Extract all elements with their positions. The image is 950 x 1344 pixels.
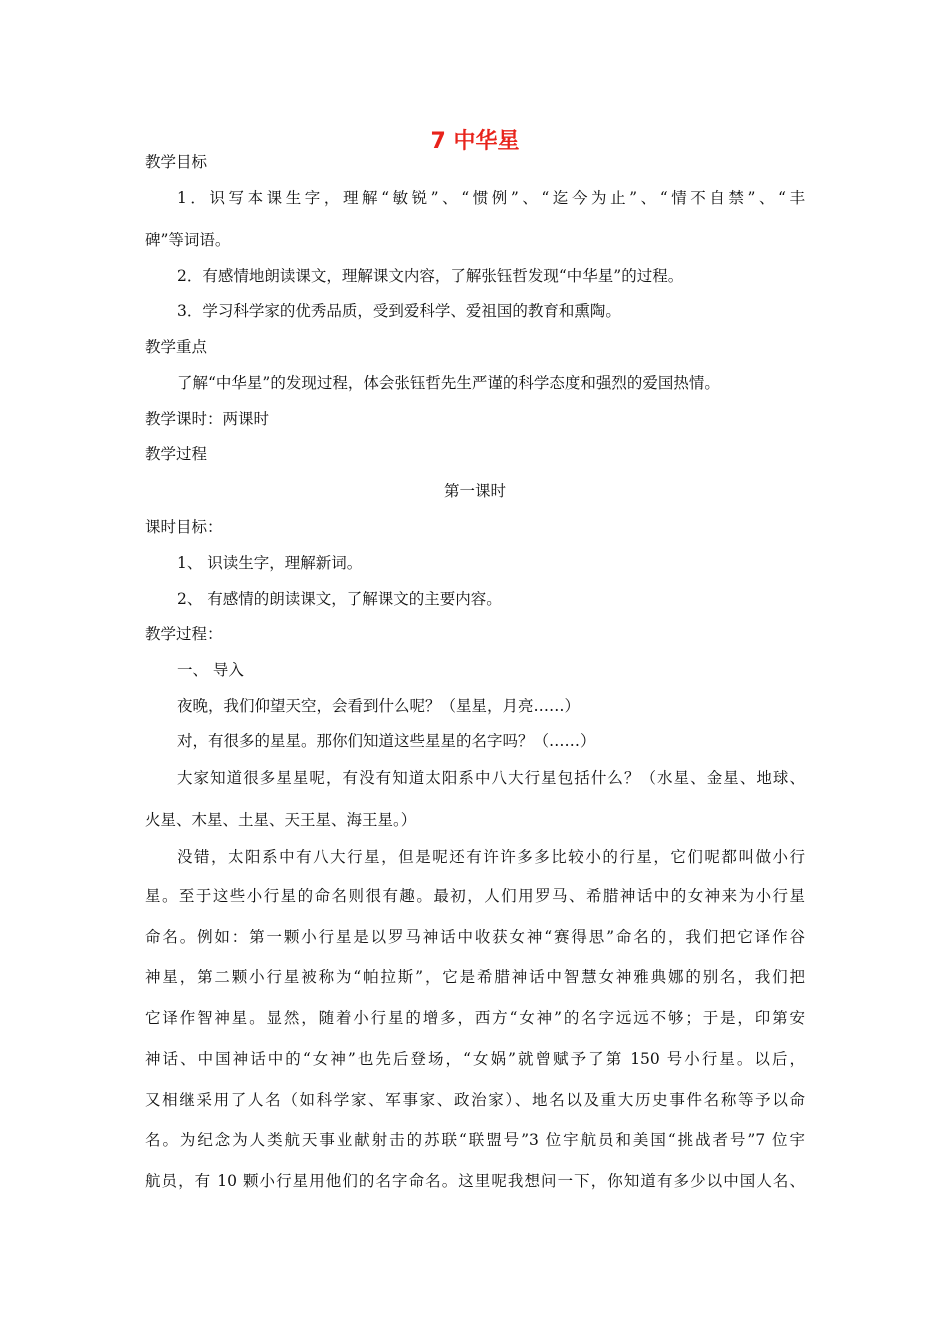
goal-3: 3．学习科学家的优秀品质，受到爱科学、爱祖国的教育和熏陶。 (177, 302, 621, 320)
body-line: 大家知道很多星星呢，有没有知道太阳系中八大行星包括什么？（水星、金星、地球、 (177, 769, 805, 787)
body-line: 夜晚，我们仰望天空，会看到什么呢？（星星，月亮……） (177, 697, 581, 715)
process2-heading: 教学过程： (145, 625, 223, 643)
goal-1-line-1: 1．识写本课生字，理解“敏锐”、“惯例”、“迄今为止”、“情不自禁”、“丰 (177, 189, 805, 207)
body-line: 对，有很多的星星。那你们知道这些星星的名字吗？（……） (177, 732, 596, 750)
body-line: 航员，有 10 颗小行星用他们的名字命名。这里呢我想问一下，你知道有多少以中国人名、 (145, 1172, 805, 1190)
focus-text: 了解“中华星”的发现过程，体会张钰哲先生严谨的科学态度和强烈的爱国热情。 (177, 374, 720, 392)
body-line: 又相继采用了人名（如科学家、军事家、政治家）、地名以及重大历史事件名称等予以命 (145, 1091, 805, 1109)
body-line: 火星、木星、土星、天王星、海王星。） (145, 811, 417, 829)
body-line: 神星，第二颗小行星被称为“帕拉斯”，它是希腊神话中智慧女神雅典娜的别名，我们把 (145, 968, 805, 986)
lesson-hours: 教学课时：两课时 (145, 410, 270, 428)
lesson-goal-2: 2、 有感情的朗读课文，了解课文的主要内容。 (177, 590, 502, 608)
body-line: 星。至于这些小行星的命名则很有趣。最初，人们用罗马、希腊神话中的女神来为小行星 (145, 887, 805, 905)
goal-2: 2．有感情地朗读课文，理解课文内容，了解张钰哲发现“中华星”的过程。 (177, 267, 684, 285)
lesson-one-heading: 第一课时 (443, 482, 506, 500)
body-line: 名。为纪念为人类航天事业献射击的苏联“联盟号”3 位宇航员和美国“挑战者号”7 位宇 (145, 1131, 805, 1149)
body-line: 没错，太阳系中有八大行星，但是呢还有许许多多比较小的行星，它们呢都叫做小行 (177, 848, 805, 866)
body-line: 命名。例如：第一颗小行星是以罗马神话中收获女神“赛得思”命名的，我们把它译作谷 (145, 928, 805, 946)
body-line: 神话、中国神话中的“女神”也先后登场，“女娲”就曾赋予了第 150 号小行星。以后， (145, 1050, 805, 1068)
lesson-goal-1: 1、 识读生字，理解新词。 (177, 554, 363, 572)
goal-1-line-2: 碑”等词语。 (145, 231, 231, 249)
body-line: 它译作智神星。显然，随着小行星的增多，西方“女神”的名字远远不够；于是，印第安 (145, 1009, 805, 1027)
lesson-goals-heading: 课时目标： (145, 518, 223, 536)
process-heading: 教学过程 (145, 445, 208, 463)
goals-heading: 教学目标 (145, 153, 208, 171)
focus-heading: 教学重点 (145, 338, 208, 356)
step-1-heading: 一、 导入 (177, 661, 244, 679)
document-title: 7 中华星 (430, 129, 520, 154)
